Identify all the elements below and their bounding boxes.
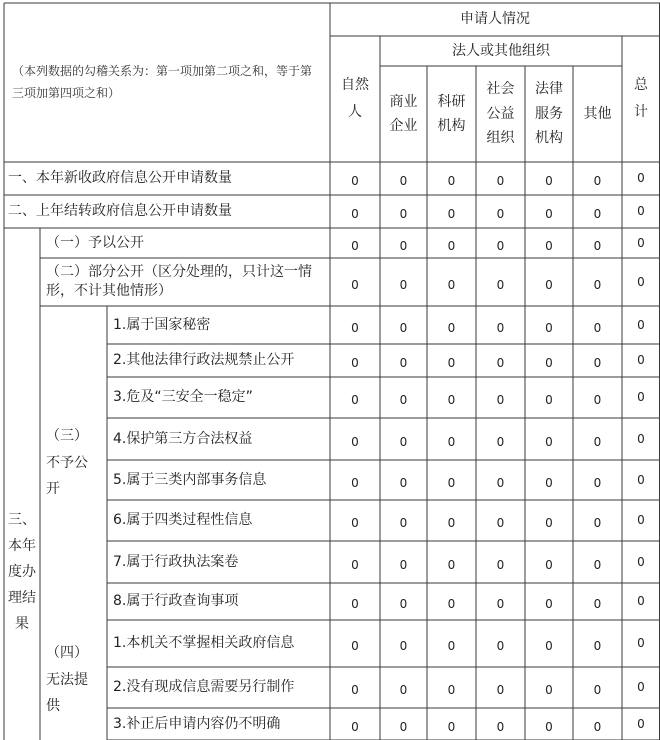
row-enforcement-file-value: 0 xyxy=(447,557,456,572)
row-state-secret-value: 0 xyxy=(447,320,456,335)
row-three-security-value: 0 xyxy=(447,393,456,408)
row-partially-disclosed-value: 0 xyxy=(637,274,645,289)
row-law-prohibited-value: 0 xyxy=(399,356,408,371)
row-process-info-value: 0 xyxy=(351,516,359,531)
unavailable-group-label: （四）无法提供 xyxy=(46,645,88,715)
row-not-held-label: 1.本机关不掌握相关政府信息 xyxy=(113,635,295,652)
row-needs-production-value: 0 xyxy=(496,683,505,698)
row-enforcement-file-value: 0 xyxy=(637,554,645,569)
row-needs-production-value: 0 xyxy=(351,683,359,698)
row-process-info-label: 6.属于四类过程性信息 xyxy=(113,512,253,529)
row-query-items-value: 0 xyxy=(496,597,505,612)
row-internal-affairs-label: 5.属于三类内部事务信息 xyxy=(113,471,267,488)
applicant-situation-header: 申请人情况 xyxy=(460,11,530,28)
row-still-unclear-value: 0 xyxy=(593,719,602,734)
row-enforcement-file-value: 0 xyxy=(399,557,408,572)
legal-service-header: 法律服务机构 xyxy=(535,81,563,147)
row-disclosed-value: 0 xyxy=(496,238,505,253)
legal-org-header: 法人或其他组织 xyxy=(452,42,550,59)
row-carried-over-value: 0 xyxy=(637,204,645,219)
total-header: 总计 xyxy=(634,77,648,120)
row-not-held-value: 0 xyxy=(399,639,408,654)
row-not-held-value: 0 xyxy=(496,639,505,654)
row-new-requests-label: 一、本年新收政府信息公开申请数量 xyxy=(8,170,232,187)
row-state-secret-value: 0 xyxy=(351,320,359,335)
row-process-info-value: 0 xyxy=(593,516,602,531)
row-disclosed-label: （一）予以公开 xyxy=(46,234,144,251)
row-third-party-value: 0 xyxy=(637,431,645,446)
row-still-unclear-value: 0 xyxy=(545,719,553,734)
relation-note: （本列数据的勾稽关系为：第一项加第二项之和，等于第三项加第四项之和） xyxy=(12,63,313,100)
row-enforcement-file-value: 0 xyxy=(593,557,602,572)
row-needs-production-value: 0 xyxy=(447,683,456,698)
row-needs-production-value: 0 xyxy=(593,683,602,698)
row-not-held-value: 0 xyxy=(637,636,645,651)
row-internal-affairs-value: 0 xyxy=(545,475,553,490)
row-law-prohibited-value: 0 xyxy=(545,356,553,371)
row-third-party-label: 4.保护第三方合法权益 xyxy=(113,430,253,447)
row-carried-over-value: 0 xyxy=(496,207,505,222)
natural-person-header: 自然人 xyxy=(341,77,369,120)
row-enforcement-file-value: 0 xyxy=(496,557,505,572)
row-disclosed-value: 0 xyxy=(637,235,645,250)
row-new-requests-value: 0 xyxy=(496,174,505,189)
row-third-party-value: 0 xyxy=(447,434,456,449)
row-new-requests-value: 0 xyxy=(637,171,645,186)
row-query-items-value: 0 xyxy=(593,597,602,612)
row-needs-production-value: 0 xyxy=(399,683,408,698)
row-three-security-label: 3.危及“三安全一稳定” xyxy=(113,389,253,406)
row-query-items-value: 0 xyxy=(447,597,456,612)
row-query-items-value: 0 xyxy=(545,597,553,612)
row-carried-over-value: 0 xyxy=(399,207,408,222)
row-three-security-value: 0 xyxy=(593,393,602,408)
row-needs-production-label: 2.没有现成信息需要另行制作 xyxy=(113,679,295,696)
row-still-unclear-value: 0 xyxy=(637,716,645,731)
row-still-unclear-value: 0 xyxy=(496,719,505,734)
row-process-info-value: 0 xyxy=(637,513,645,528)
row-query-items-value: 0 xyxy=(637,594,645,609)
row-new-requests-value: 0 xyxy=(447,174,456,189)
row-disclosed-value: 0 xyxy=(447,238,456,253)
row-three-security-value: 0 xyxy=(496,393,505,408)
row-query-items-value: 0 xyxy=(351,597,359,612)
row-disclosed-value: 0 xyxy=(545,238,553,253)
row-law-prohibited-value: 0 xyxy=(351,356,359,371)
row-disclosed-value: 0 xyxy=(351,238,359,253)
row-partially-disclosed-value: 0 xyxy=(593,277,602,292)
row-state-secret-value: 0 xyxy=(545,320,553,335)
row-state-secret-label: 1.属于国家秘密 xyxy=(113,316,211,333)
row-three-security-value: 0 xyxy=(351,393,359,408)
row-partially-disclosed-value: 0 xyxy=(351,277,359,292)
row-carried-over-label: 二、上年结转政府信息公开申请数量 xyxy=(8,203,232,220)
social-welfare-header: 社会公益组织 xyxy=(486,81,515,147)
row-needs-production-value: 0 xyxy=(637,680,645,695)
row-not-held-value: 0 xyxy=(545,639,553,654)
row-internal-affairs-value: 0 xyxy=(496,475,505,490)
row-carried-over-value: 0 xyxy=(351,207,359,222)
row-still-unclear-value: 0 xyxy=(351,719,359,734)
row-law-prohibited-label: 2.其他法律行政法规禁止公开 xyxy=(113,352,295,369)
row-partially-disclosed-value: 0 xyxy=(399,277,408,292)
row-carried-over-value: 0 xyxy=(447,207,456,222)
row-query-items-value: 0 xyxy=(399,597,408,612)
row-carried-over-value: 0 xyxy=(545,207,553,222)
row-law-prohibited-value: 0 xyxy=(637,353,645,368)
row-law-prohibited-value: 0 xyxy=(447,356,456,371)
row-new-requests-value: 0 xyxy=(593,174,602,189)
row-still-unclear-value: 0 xyxy=(399,719,408,734)
row-three-security-value: 0 xyxy=(637,390,645,405)
row-three-security-value: 0 xyxy=(399,393,408,408)
row-partially-disclosed-value: 0 xyxy=(496,277,505,292)
row-new-requests-value: 0 xyxy=(399,174,408,189)
row-state-secret-value: 0 xyxy=(593,320,602,335)
row-disclosed-value: 0 xyxy=(593,238,602,253)
row-partially-disclosed-value: 0 xyxy=(545,277,553,292)
row-state-secret-value: 0 xyxy=(637,317,645,332)
row-enforcement-file-value: 0 xyxy=(351,557,359,572)
row-query-items-label: 8.属于行政查询事项 xyxy=(113,593,239,610)
row-state-secret-value: 0 xyxy=(496,320,505,335)
row-needs-production-value: 0 xyxy=(545,683,553,698)
row-internal-affairs-value: 0 xyxy=(637,472,645,487)
row-law-prohibited-value: 0 xyxy=(496,356,505,371)
row-third-party-value: 0 xyxy=(399,434,408,449)
row-carried-over-value: 0 xyxy=(593,207,602,222)
row-third-party-value: 0 xyxy=(496,434,505,449)
row-internal-affairs-value: 0 xyxy=(399,475,408,490)
row-partially-disclosed-label: （二）部分公开（区分处理的，只计这一情形，不计其他情形） xyxy=(46,264,312,299)
row-not-held-value: 0 xyxy=(351,639,359,654)
section-three-label: 三、本年度办理结果 xyxy=(8,512,36,632)
row-process-info-value: 0 xyxy=(447,516,456,531)
row-process-info-value: 0 xyxy=(496,516,505,531)
row-three-security-value: 0 xyxy=(545,393,553,408)
row-third-party-value: 0 xyxy=(545,434,553,449)
row-new-requests-value: 0 xyxy=(545,174,553,189)
commercial-header: 商业企业 xyxy=(389,93,418,134)
row-still-unclear-label: 3.补正后申请内容仍不明确 xyxy=(113,715,281,732)
row-new-requests-value: 0 xyxy=(351,174,359,189)
row-process-info-value: 0 xyxy=(399,516,408,531)
row-not-held-value: 0 xyxy=(593,639,602,654)
other-header: 其他 xyxy=(583,105,612,122)
row-process-info-value: 0 xyxy=(545,516,553,531)
row-still-unclear-value: 0 xyxy=(447,719,456,734)
row-enforcement-file-value: 0 xyxy=(545,557,553,572)
row-third-party-value: 0 xyxy=(351,434,359,449)
row-internal-affairs-value: 0 xyxy=(447,475,456,490)
research-header: 科研机构 xyxy=(437,93,466,134)
withheld-group-label: （三）不予公开 xyxy=(46,428,88,498)
row-enforcement-file-label: 7.属于行政执法案卷 xyxy=(113,553,239,570)
row-not-held-value: 0 xyxy=(447,639,456,654)
row-state-secret-value: 0 xyxy=(399,320,408,335)
row-disclosed-value: 0 xyxy=(399,238,408,253)
row-internal-affairs-value: 0 xyxy=(351,475,359,490)
row-internal-affairs-value: 0 xyxy=(593,475,602,490)
row-law-prohibited-value: 0 xyxy=(593,356,602,371)
row-partially-disclosed-value: 0 xyxy=(447,277,456,292)
row-third-party-value: 0 xyxy=(593,434,602,449)
